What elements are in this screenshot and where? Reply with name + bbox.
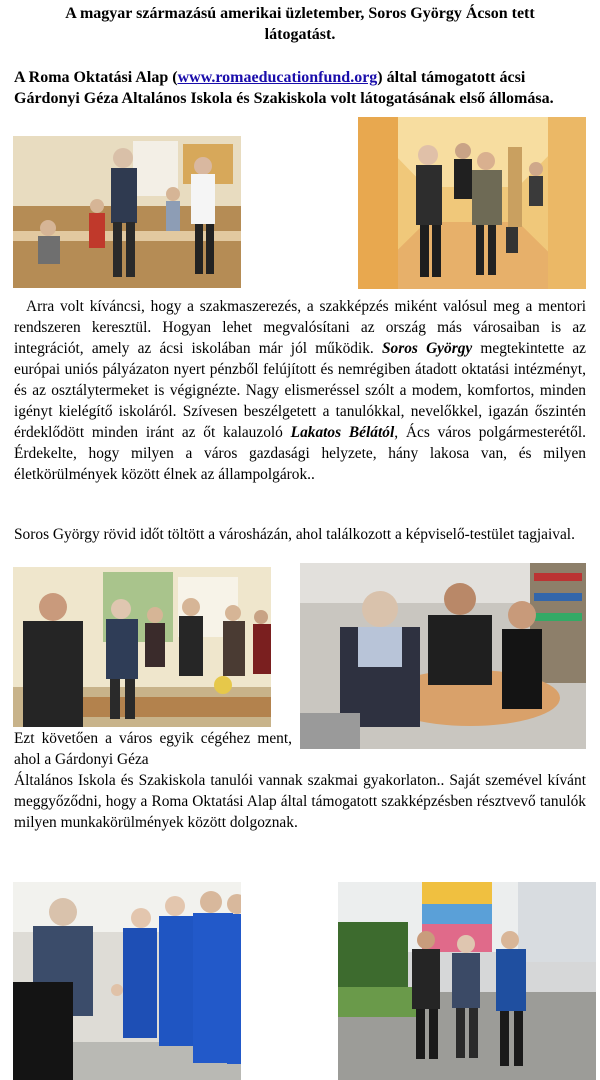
page-subtitle: A Roma Oktatási Alap (www.romaeducationfund.org) által támogatott ácsi Gárdonyi Géza Altalános Iskola és Szakiskola volt látogatásának első állomása. (14, 69, 554, 107)
handshake-photo (13, 882, 241, 1080)
table-conversation-photo (300, 563, 586, 749)
walking-outdoor-photo (338, 882, 596, 1080)
article-paragraph-2: Soros György rövid időt töltött a városházán, ahol találkozott a képviselő-testület tagjaival. (14, 526, 575, 543)
hallway-photo (358, 117, 586, 289)
article-paragraph-3-side: Ezt követően a város egyik cégéhez ment, ahol a Gárdonyi Géza (14, 730, 292, 768)
classroom-photo (13, 136, 241, 288)
romaeducationfund-link[interactable]: www.romaeducationfund.org (177, 69, 378, 86)
cityhall-photo (13, 567, 271, 727)
page-title: A magyar származású amerikai üzletember, Soros György Ácson tett látogatást. (65, 5, 535, 43)
person-name-lakatos: Lakatos Bélától (290, 424, 395, 441)
article-paragraph-1: Arra volt kíváncsi, hogy a szakmaszerezés, a szakképzés miként valósul meg a mentori rendszeren keresztül. Hogyan lehet megvalósítani az ország más városaiban is az integrációt, amely az ácsi iskolában már jól működik. Soros György megtekintette az európai uniós pályázaton nyert pénzből felújított és nemrégiben átadott oktatási intézményt, és az osztálytermeket is végignézte. Nagy elismeréssel szólt a modem, komfortos, minden igényt kielégítő iskoláról. Szívesen beszélgetett a tanulókkal, nevelőkkel, igazán őszintén érdeklődött minden iránt az őt kalauzoló Lakatos Bélától, Ács város polgármesterétől. Érdekelte, hogy milyen a város gazdasági helyzete, hány lakosa van, és milyen életkörülmények között élnek az állampolgárok.. (14, 298, 587, 483)
article-paragraph-3: Általános Iskola és Szakiskola tanulói vannak szakmai gyakorlaton.. Saját szemével kívánt meggyőződni, hogy a Roma Oktatási Alap által támogatott szakképzésben résztvevő tanulók milyen munkakörülmények között dolgoznak. (14, 772, 586, 831)
person-name-soros: Soros György (381, 340, 473, 357)
